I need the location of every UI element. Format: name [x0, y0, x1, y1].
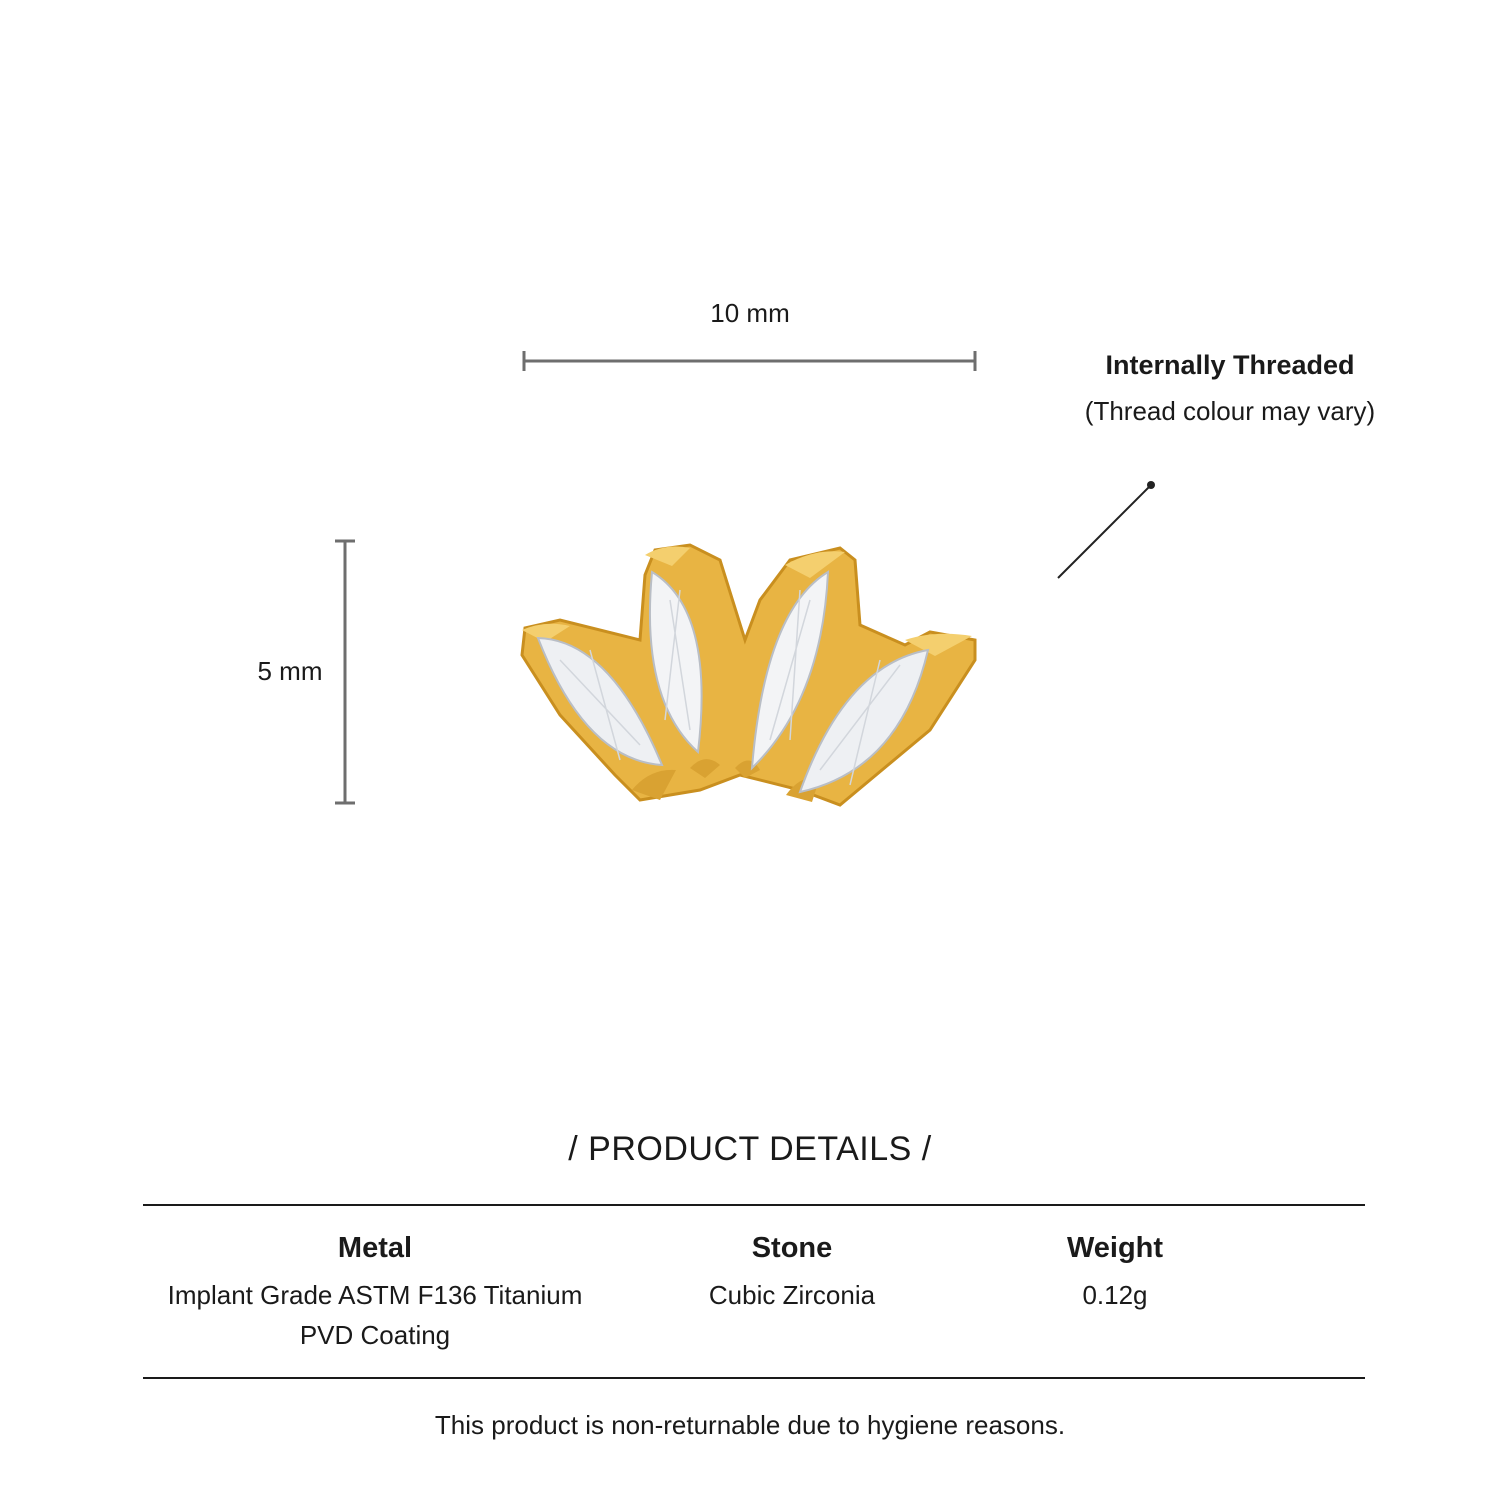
details-top-divider — [143, 1204, 1365, 1206]
product-details-heading: / PRODUCT DETAILS / — [568, 1130, 932, 1168]
width-dimension-label: 10 mm — [710, 298, 790, 328]
height-dimension-label: 5 mm — [257, 656, 323, 686]
weight-value: 0.12g — [1082, 1280, 1148, 1310]
thread-callout-title: Internally Threaded — [1105, 350, 1355, 380]
stone-label: Stone — [751, 1232, 833, 1264]
stone-detail — [642, 1232, 942, 1315]
metal-value-line2: PVD Coating — [299, 1320, 451, 1350]
details-bottom-divider — [143, 1377, 1365, 1379]
thread-pointer-line — [1058, 481, 1155, 578]
width-dimension-line — [524, 351, 975, 371]
metal-label: Metal — [337, 1232, 413, 1264]
metal-value-line1: Implant Grade ASTM F136 Titanium — [167, 1280, 583, 1310]
weight-label: Weight — [1066, 1232, 1164, 1264]
returns-notice: This product is non-returnable due to hygiene reasons. — [434, 1410, 1066, 1440]
weight-detail — [1015, 1232, 1215, 1315]
stone-value: Cubic Zirconia — [708, 1280, 876, 1310]
thread-callout-note: (Thread colour may vary) — [1084, 396, 1376, 426]
metal-detail — [135, 1232, 615, 1355]
